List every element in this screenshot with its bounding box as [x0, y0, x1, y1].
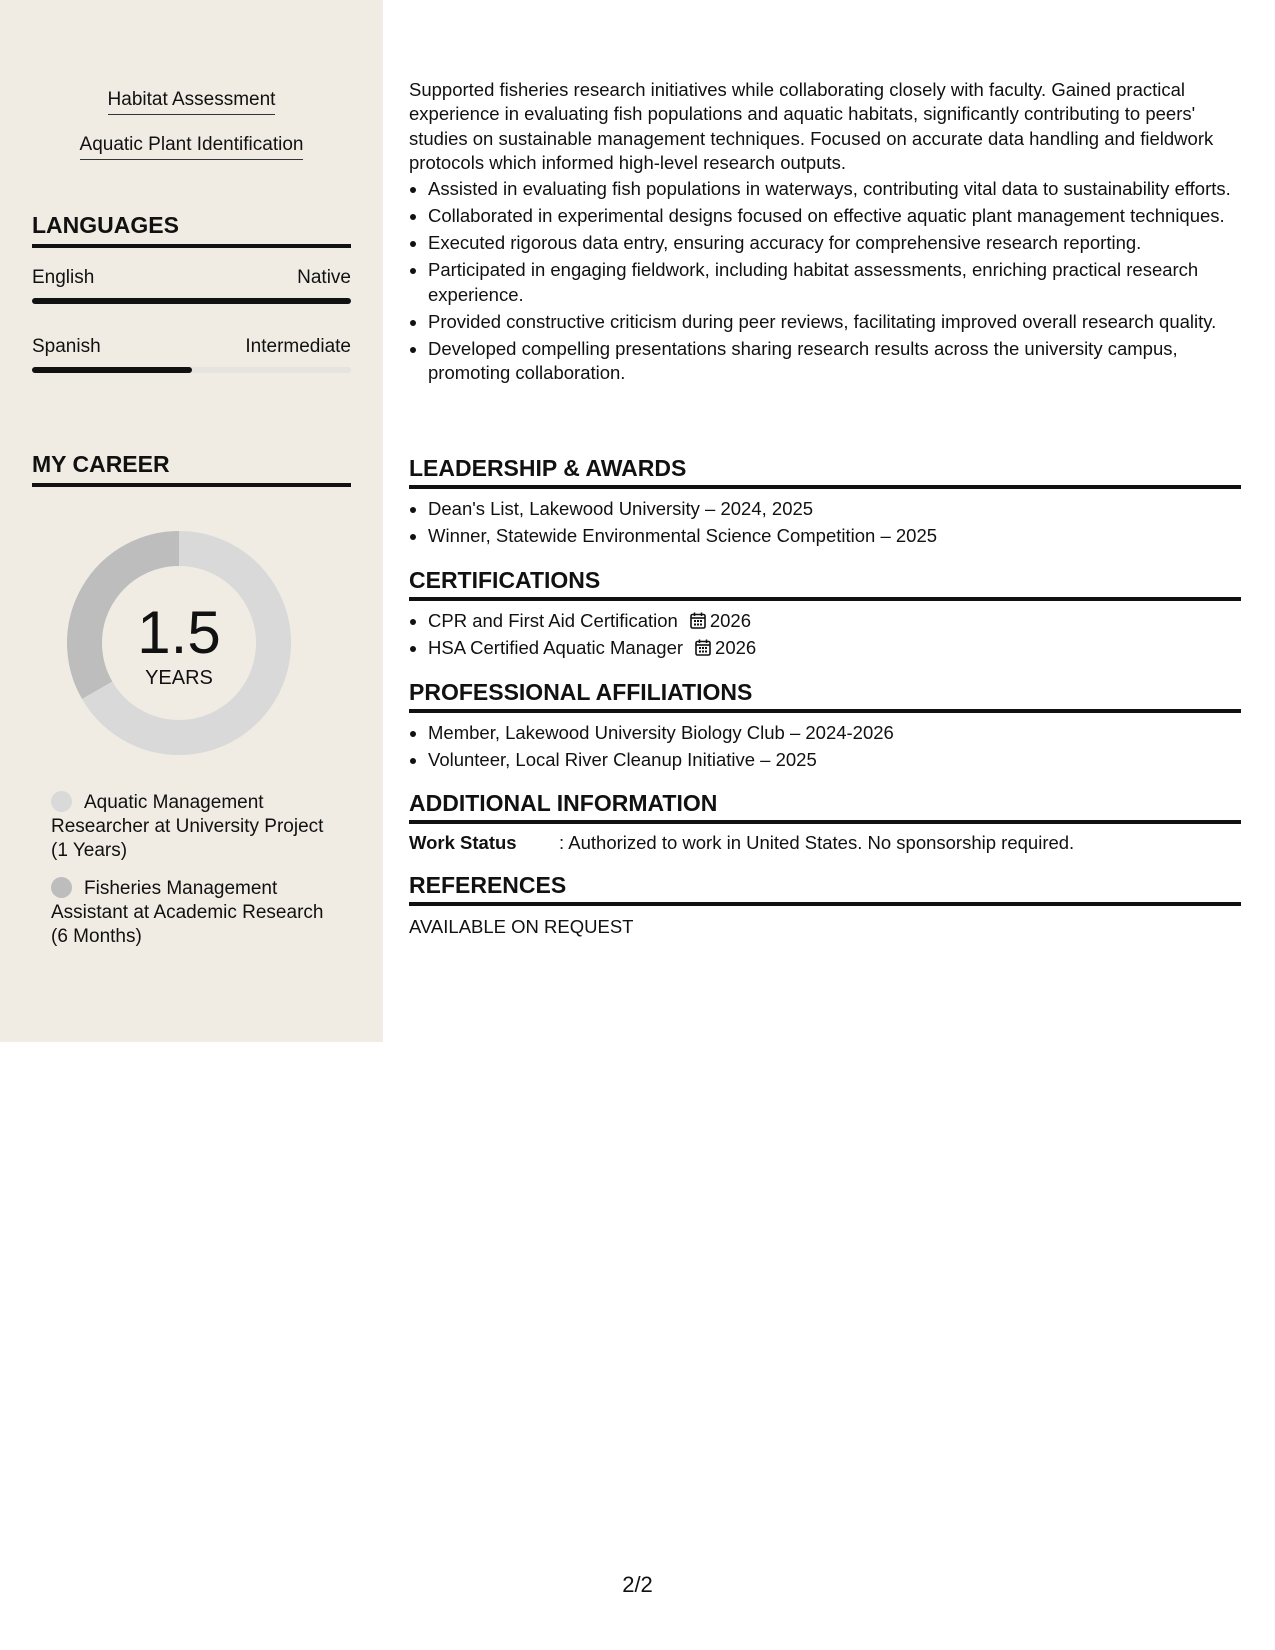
affiliations-section	[409, 678, 1241, 773]
references-text: AVAILABLE ON REQUEST	[409, 916, 634, 937]
list-item: • Member, Lakewood University Biology Club – 2024-2026	[428, 719, 1241, 746]
page-number: 2/2	[622, 1572, 653, 1597]
list-item: • Dean's List, Lakewood University – 2024, 2025	[428, 495, 1241, 522]
sidebar	[0, 0, 383, 1042]
certification-year: 2026	[709, 610, 751, 631]
career-total-unit: YEARS	[145, 667, 213, 689]
language-name: Spanish	[32, 336, 101, 357]
leadership-list	[409, 495, 1241, 549]
language-row	[32, 335, 351, 359]
language-proficiency-fill	[32, 367, 192, 373]
career-total-value: 1.5	[137, 599, 221, 666]
list-item: • Developed compelling presentations sharing research results across the university campus, promoting collaboration.	[428, 337, 1244, 386]
certifications-heading: CERTIFICATIONS	[409, 566, 1241, 601]
certification-item	[428, 634, 1241, 661]
legend-dot	[51, 877, 72, 898]
languages-heading: LANGUAGES	[32, 211, 351, 248]
language-proficiency-bar	[32, 367, 351, 373]
work-status-value: : Authorized to work in United States. No sponsorship required.	[559, 832, 1075, 853]
list-item: • Participated in engaging fieldwork, including habitat assessments, enriching practical research experience.	[428, 258, 1244, 307]
skill-item: Aquatic Plant Identification	[0, 133, 383, 160]
references-section	[409, 871, 1241, 939]
skill-item: Habitat Assessment	[0, 88, 383, 115]
career-heading: MY CAREER	[32, 450, 351, 487]
additional-info-section	[409, 789, 1241, 855]
calendar-icon	[690, 612, 706, 629]
career-donut-chart	[67, 531, 291, 755]
work-status-label: Work Status	[409, 832, 517, 853]
affiliations-heading: PROFESSIONAL AFFILIATIONS	[409, 678, 1241, 713]
career-legend-text: Fisheries Management Assistant at Academic Research (6 Months)	[51, 878, 324, 947]
additional-info-heading: ADDITIONAL INFORMATION	[409, 789, 1241, 824]
certifications-list	[409, 607, 1241, 661]
career-legend-item	[51, 877, 341, 949]
language-row	[32, 266, 351, 290]
list-item: • Winner, Statewide Environmental Science Competition – 2025	[428, 522, 1241, 549]
leadership-section	[409, 454, 1241, 549]
language-level: Native	[297, 267, 351, 288]
career-legend-text: Aquatic Management Researcher at University Project (1 Years)	[51, 792, 324, 861]
calendar-icon	[695, 639, 711, 656]
language-proficiency-bar	[32, 298, 351, 304]
career-legend-item	[51, 791, 341, 863]
list-item: • Provided constructive criticism during peer reviews, facilitating improved overall research quality.	[428, 310, 1244, 334]
leadership-heading: LEADERSHIP & AWARDS	[409, 454, 1241, 489]
affiliations-list	[409, 719, 1241, 773]
certification-year: 2026	[715, 637, 757, 658]
language-proficiency-fill	[32, 298, 351, 304]
list-item: • Assisted in evaluating fish populations in waterways, contributing vital data to sustainability efforts.	[428, 177, 1244, 201]
certification-item	[428, 607, 1241, 634]
experience-summary: Supported fisheries research initiatives while collaborating closely with faculty. Gained practical experience in evaluating fish populations and aquatic habitats, significantly contributing to peers' studies on sustainable management techniques. Focused on accurate data handling and fieldwork protocols which informed high-level research outputs.	[409, 79, 1214, 173]
experience-section	[409, 78, 1244, 388]
language-level: Intermediate	[245, 336, 351, 357]
references-heading: REFERENCES	[409, 871, 1241, 906]
work-status-row	[409, 831, 1241, 855]
certification-name: CPR and First Aid Certification	[428, 610, 678, 631]
certifications-section	[409, 566, 1241, 661]
list-item: • Executed rigorous data entry, ensuring accuracy for comprehensive research reporting.	[428, 231, 1244, 255]
list-item: • Volunteer, Local River Cleanup Initiative – 2025	[428, 746, 1241, 773]
list-item: • Collaborated in experimental designs focused on effective aquatic plant management techniques.	[428, 204, 1244, 228]
certification-name: HSA Certified Aquatic Manager	[428, 637, 684, 658]
language-name: English	[32, 267, 95, 288]
legend-dot	[51, 791, 72, 812]
experience-bullets	[409, 177, 1244, 385]
